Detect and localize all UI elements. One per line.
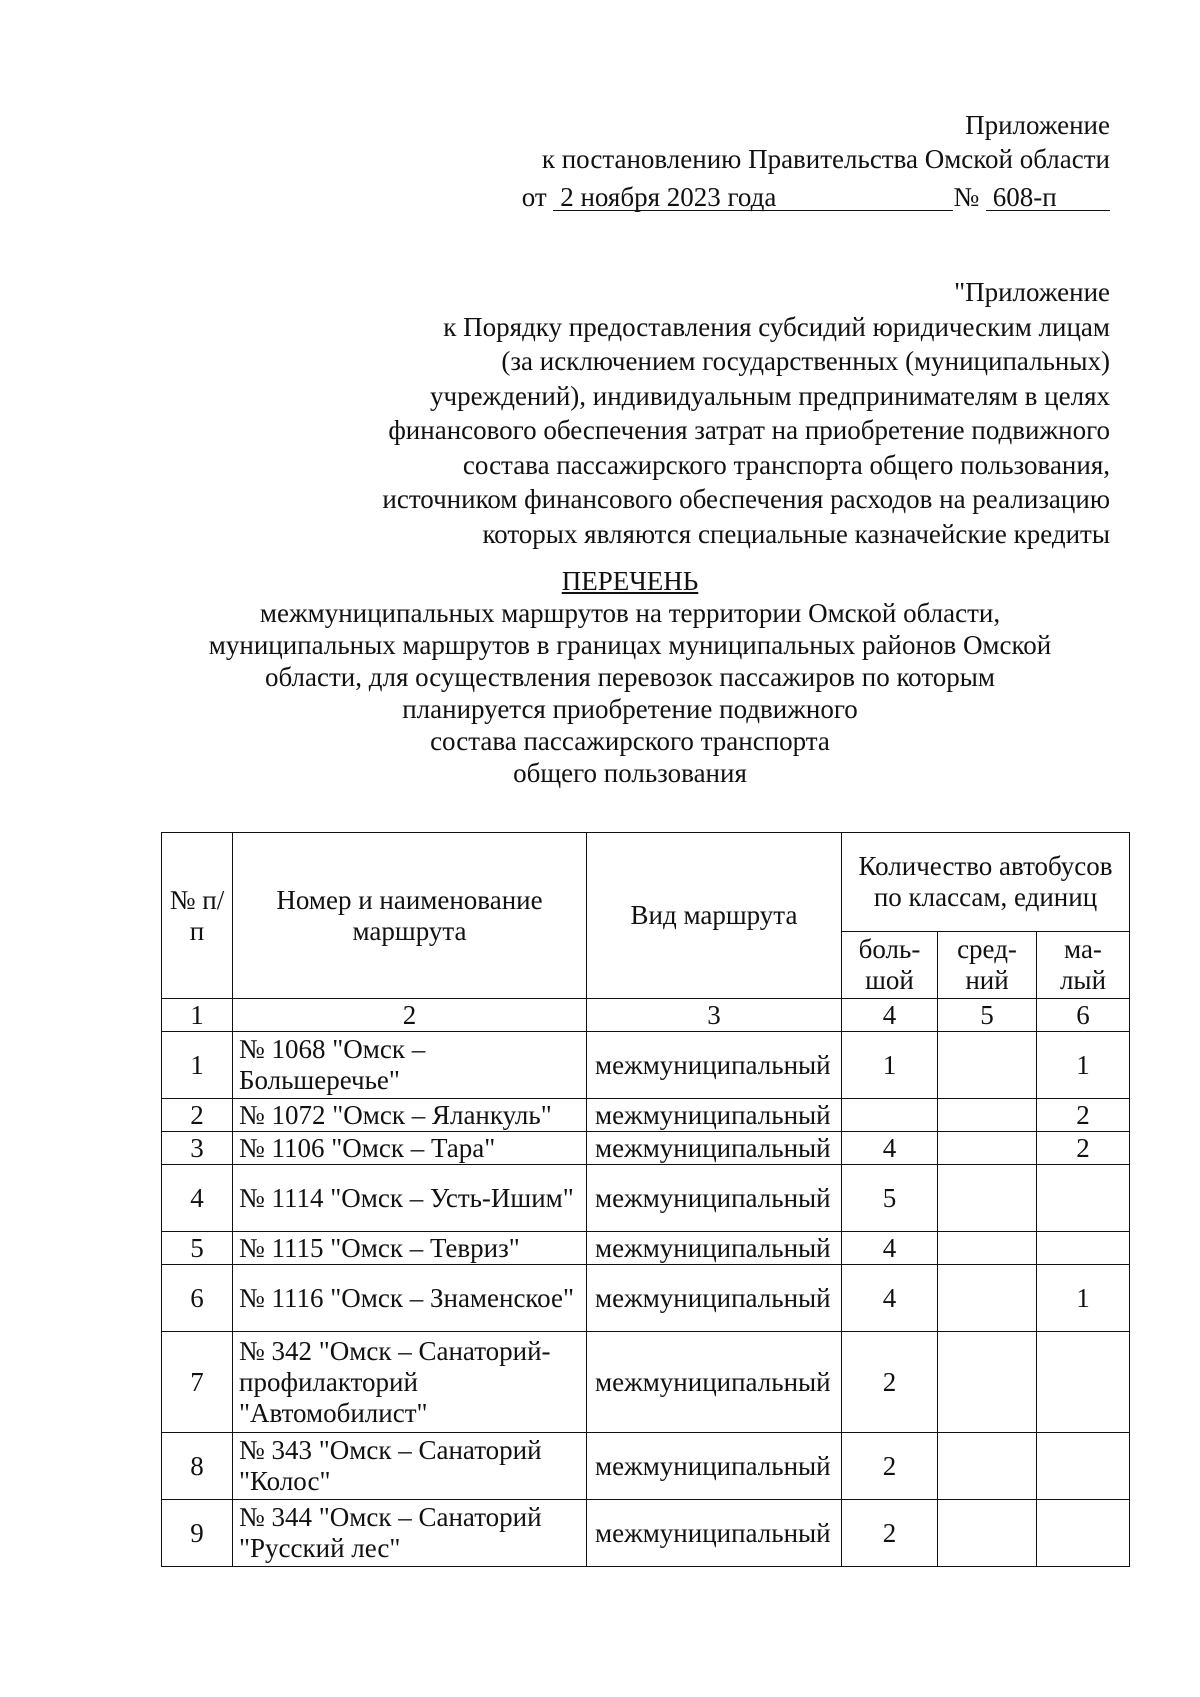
- row-small: 1: [1037, 1265, 1130, 1332]
- header-qty: Количество автобусов по классам, единиц: [842, 833, 1130, 932]
- row-route-type: межмуниципальный: [587, 1232, 842, 1265]
- row-route-name: № 342 "Омск – Санаторий-профилакторий "Автомобилист": [233, 1332, 587, 1433]
- title-line: муниципальных маршрутов в границах муниципальных районов Омской: [208, 630, 1052, 660]
- row-num: 9: [162, 1500, 233, 1567]
- header-num: № п/п: [162, 833, 233, 999]
- row-route-type: межмуниципальный: [587, 1433, 842, 1500]
- row-route-name: № 1115 "Омск – Тевриз": [233, 1232, 587, 1265]
- row-large: 2: [842, 1433, 938, 1500]
- row-route-name: № 1116 "Омск – Знаменское": [233, 1265, 587, 1332]
- row-medium: [938, 1332, 1037, 1433]
- appendix-line: источником финансового обеспечения расходов на реализацию: [382, 484, 1110, 514]
- row-large: 4: [842, 1232, 938, 1265]
- row-medium: [938, 1165, 1037, 1232]
- appendix-line: которых являются специальные казначейские кредиты: [482, 518, 1110, 549]
- row-num: 8: [162, 1433, 233, 1500]
- table-row: [162, 1165, 1130, 1232]
- header-medium: сред-ний: [938, 932, 1037, 999]
- table-row: [162, 1132, 1130, 1165]
- column-number: 1: [162, 999, 233, 1032]
- row-large: 2: [842, 1332, 938, 1433]
- row-small: [1037, 1433, 1130, 1500]
- approval-date: 2 ноября 2023 года: [560, 182, 777, 212]
- routes-table: [161, 832, 1130, 1567]
- appendix-line: "Приложение: [954, 277, 1110, 307]
- row-large: [842, 1099, 938, 1132]
- row-route-name: № 343 "Омск – Санаторий "Колос": [233, 1433, 587, 1500]
- appendix-line: к Порядку предоставления субсидий юридическим лицам: [443, 311, 1110, 342]
- table-row: [162, 1500, 1130, 1567]
- title-line: общего пользования: [513, 758, 747, 788]
- approval-block: [522, 108, 1110, 214]
- row-large: 4: [842, 1265, 938, 1332]
- row-num: 6: [162, 1265, 233, 1332]
- title-line: планируется приобретение подвижного: [402, 694, 858, 724]
- row-route-type: межмуниципальный: [587, 1265, 842, 1332]
- table-row: [162, 1099, 1130, 1132]
- row-num: 1: [162, 1032, 233, 1099]
- row-route-type: межмуниципальный: [587, 1032, 842, 1099]
- row-large: 2: [842, 1500, 938, 1567]
- appendix-line: учреждений), индивидуальным предпринимателям в целях: [429, 380, 1110, 411]
- column-number: 2: [233, 999, 587, 1032]
- row-route-type: межмуниципальный: [587, 1132, 842, 1165]
- row-large: 1: [842, 1032, 938, 1099]
- row-route-name: № 1114 "Омск – Усть-Ишим": [233, 1165, 587, 1232]
- row-route-name: № 1072 "Омск – Яланкуль": [233, 1099, 587, 1132]
- table-row: [162, 1332, 1130, 1433]
- appendix-line: финансового обеспечения затрат на приобретение подвижного: [388, 415, 1110, 445]
- column-number: 3: [587, 999, 842, 1032]
- row-num: 4: [162, 1165, 233, 1232]
- title-line: межмуниципальных маршрутов на территории Омской области,: [259, 598, 1001, 628]
- row-small: [1037, 1232, 1130, 1265]
- row-medium: [938, 1099, 1037, 1132]
- column-number-row: [162, 999, 1130, 1032]
- appendix-line: (за исключением государственных (муниципальных): [501, 346, 1110, 376]
- row-small: 1: [1037, 1032, 1130, 1099]
- row-small: [1037, 1165, 1130, 1232]
- header-name: Номер и наименование маршрута: [233, 833, 587, 999]
- table-row: [162, 1265, 1130, 1332]
- table-row: [162, 1232, 1130, 1265]
- header-type: Вид маршрута: [587, 833, 842, 999]
- table-row: [162, 1032, 1130, 1099]
- row-medium: [938, 1032, 1037, 1099]
- row-route-type: межмуниципальный: [587, 1332, 842, 1433]
- row-small: 2: [1037, 1132, 1130, 1165]
- row-num: 7: [162, 1332, 233, 1433]
- row-small: 2: [1037, 1099, 1130, 1132]
- approval-number: 608-п: [992, 182, 1057, 212]
- row-large: 5: [842, 1165, 938, 1232]
- row-small: [1037, 1500, 1130, 1567]
- row-route-name: № 344 "Омск – Санаторий "Русский лес": [233, 1500, 587, 1567]
- column-number: 5: [938, 999, 1037, 1032]
- column-number: 4: [842, 999, 938, 1032]
- row-route-name: № 1068 "Омск – Большеречье": [233, 1032, 587, 1099]
- approval-title: Приложение: [965, 110, 1110, 140]
- row-num: 2: [162, 1099, 233, 1132]
- row-num: 5: [162, 1232, 233, 1265]
- row-small: [1037, 1332, 1130, 1433]
- document-title: [160, 565, 1100, 789]
- row-route-type: межмуниципальный: [587, 1099, 842, 1132]
- row-medium: [938, 1500, 1037, 1567]
- approval-to: к постановлению Правительства Омской области: [541, 144, 1110, 174]
- title-main: ПЕРЕЧЕНЬ: [561, 566, 699, 596]
- row-large: 4: [842, 1132, 938, 1165]
- title-line: состава пассажирского транспорта: [430, 726, 830, 756]
- row-medium: [938, 1232, 1037, 1265]
- row-route-type: межмуниципальный: [587, 1500, 842, 1567]
- header-large: боль-шой: [842, 932, 938, 999]
- approval-number-prefix: №: [953, 182, 980, 212]
- row-medium: [938, 1433, 1037, 1500]
- header-small: ма-лый: [1037, 932, 1130, 999]
- approval-from-line: [522, 180, 1110, 214]
- row-route-type: межмуниципальный: [587, 1165, 842, 1232]
- appendix-line: состава пассажирского транспорта общего пользования,: [462, 449, 1110, 480]
- table-row: [162, 1433, 1130, 1500]
- row-medium: [938, 1265, 1037, 1332]
- appendix-block: [382, 275, 1110, 551]
- row-num: 3: [162, 1132, 233, 1165]
- title-line: области, для осуществления перевозок пассажиров по которым: [264, 662, 995, 692]
- row-route-name: № 1106 "Омск – Тара": [233, 1132, 587, 1165]
- column-number: 6: [1037, 999, 1130, 1032]
- approval-from-prefix: от: [521, 182, 547, 212]
- row-medium: [938, 1132, 1037, 1165]
